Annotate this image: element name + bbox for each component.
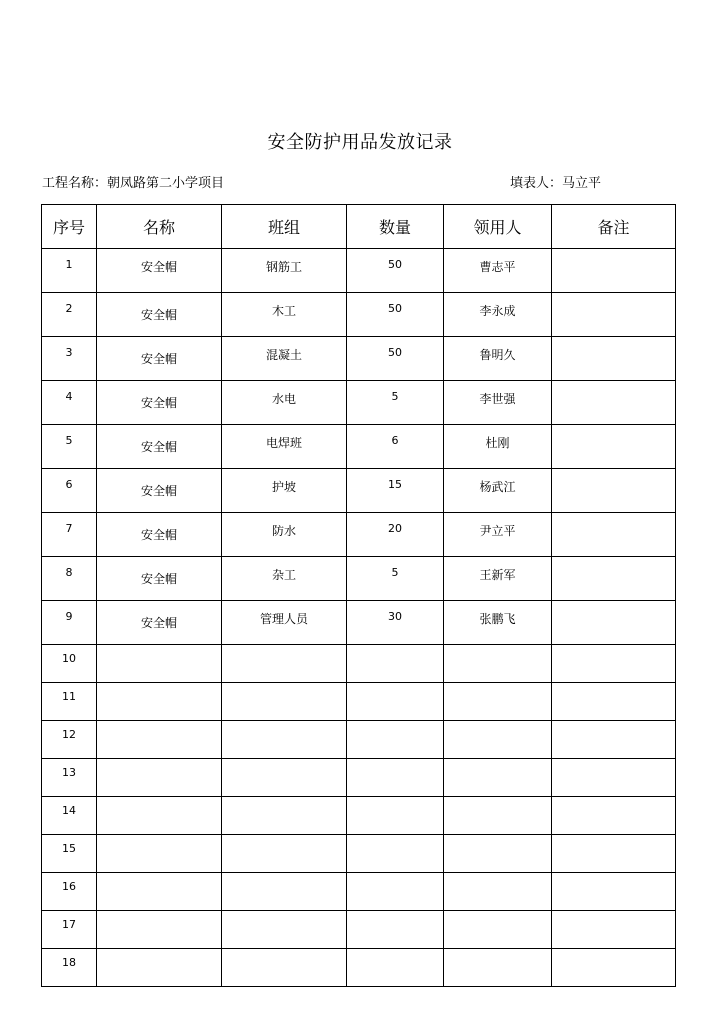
row-team [222, 949, 347, 987]
row-team: 木工 [222, 293, 347, 337]
filler-name: 马立平 [562, 176, 602, 191]
row-note [552, 557, 676, 601]
table-row [42, 797, 676, 835]
header-receiver: 领用人 [444, 205, 552, 249]
row-receiver [444, 835, 552, 873]
row-item-name: 安全帽 [97, 381, 222, 425]
table-row [42, 513, 676, 557]
row-team: 水电 [222, 381, 347, 425]
row-quantity [347, 911, 444, 949]
row-index: 14 [42, 797, 97, 835]
row-item-name [97, 721, 222, 759]
row-quantity: 50 [347, 337, 444, 381]
row-note [552, 249, 676, 293]
row-index: 7 [42, 513, 97, 557]
row-item-name [97, 835, 222, 873]
row-receiver [444, 683, 552, 721]
row-index: 3 [42, 337, 97, 381]
row-item-name: 安全帽 [97, 293, 222, 337]
row-index: 8 [42, 557, 97, 601]
row-index: 9 [42, 601, 97, 645]
row-team: 杂工 [222, 557, 347, 601]
row-receiver: 尹立平 [444, 513, 552, 557]
row-team: 混凝土 [222, 337, 347, 381]
row-note [552, 381, 676, 425]
distribution-table [41, 204, 676, 987]
project-info [42, 172, 224, 191]
row-team [222, 873, 347, 911]
row-index: 10 [42, 645, 97, 683]
page-title: 安全防护用品发放记录 [267, 132, 453, 153]
row-note [552, 759, 676, 797]
row-index: 5 [42, 425, 97, 469]
row-quantity: 6 [347, 425, 444, 469]
header-index: 序号 [42, 205, 97, 249]
row-note [552, 721, 676, 759]
row-index: 17 [42, 911, 97, 949]
row-note [552, 337, 676, 381]
row-item-name [97, 911, 222, 949]
row-index: 11 [42, 683, 97, 721]
row-quantity [347, 759, 444, 797]
row-quantity [347, 721, 444, 759]
table-row [42, 249, 676, 293]
row-quantity [347, 873, 444, 911]
row-receiver [444, 873, 552, 911]
row-index: 16 [42, 873, 97, 911]
table-row [42, 721, 676, 759]
row-note [552, 911, 676, 949]
row-item-name [97, 645, 222, 683]
row-receiver: 王新军 [444, 557, 552, 601]
row-index: 15 [42, 835, 97, 873]
row-index: 2 [42, 293, 97, 337]
table-row [42, 425, 676, 469]
filler-label: 填表人： [510, 176, 563, 191]
row-quantity: 50 [347, 249, 444, 293]
row-item-name [97, 797, 222, 835]
row-item-name [97, 873, 222, 911]
row-quantity: 50 [347, 293, 444, 337]
row-item-name: 安全帽 [97, 557, 222, 601]
row-quantity: 20 [347, 513, 444, 557]
row-quantity: 5 [347, 557, 444, 601]
row-team [222, 645, 347, 683]
row-note [552, 513, 676, 557]
row-item-name: 安全帽 [97, 425, 222, 469]
row-quantity: 30 [347, 601, 444, 645]
row-note [552, 683, 676, 721]
row-receiver [444, 645, 552, 683]
table-row [42, 911, 676, 949]
row-item-name [97, 683, 222, 721]
row-receiver [444, 721, 552, 759]
row-note [552, 797, 676, 835]
table-row [42, 949, 676, 987]
table-row [42, 601, 676, 645]
table-row [42, 759, 676, 797]
header-team: 班组 [222, 205, 347, 249]
row-note [552, 425, 676, 469]
row-index: 1 [42, 249, 97, 293]
row-quantity: 15 [347, 469, 444, 513]
table-row [42, 683, 676, 721]
row-item-name: 安全帽 [97, 249, 222, 293]
table-row [42, 835, 676, 873]
row-team [222, 911, 347, 949]
row-quantity [347, 645, 444, 683]
row-quantity: 5 [347, 381, 444, 425]
row-team: 防水 [222, 513, 347, 557]
header-note: 备注 [552, 205, 676, 249]
row-receiver: 李世强 [444, 381, 552, 425]
table-header-row [42, 205, 676, 249]
row-item-name: 安全帽 [97, 469, 222, 513]
row-note [552, 949, 676, 987]
row-receiver: 鲁明久 [444, 337, 552, 381]
row-receiver [444, 797, 552, 835]
project-label: 工程名称： [42, 176, 108, 191]
table-row [42, 381, 676, 425]
row-quantity [347, 797, 444, 835]
row-team: 护坡 [222, 469, 347, 513]
row-receiver: 张鹏飞 [444, 601, 552, 645]
row-receiver: 曹志平 [444, 249, 552, 293]
row-index: 13 [42, 759, 97, 797]
row-quantity [347, 835, 444, 873]
project-name: 朝凤路第二小学项目 [107, 176, 225, 191]
row-note [552, 293, 676, 337]
row-team: 钢筋工 [222, 249, 347, 293]
row-team: 管理人员 [222, 601, 347, 645]
row-team [222, 683, 347, 721]
row-receiver [444, 949, 552, 987]
row-index: 12 [42, 721, 97, 759]
row-team [222, 759, 347, 797]
row-receiver: 李永成 [444, 293, 552, 337]
table-row [42, 557, 676, 601]
row-note [552, 601, 676, 645]
row-item-name: 安全帽 [97, 601, 222, 645]
row-index: 6 [42, 469, 97, 513]
header-quantity: 数量 [347, 205, 444, 249]
row-team [222, 835, 347, 873]
row-item-name [97, 949, 222, 987]
row-team: 电焊班 [222, 425, 347, 469]
table-row [42, 293, 676, 337]
row-note [552, 469, 676, 513]
filler-info [510, 172, 601, 191]
row-note [552, 645, 676, 683]
row-index: 18 [42, 949, 97, 987]
row-note [552, 835, 676, 873]
row-team [222, 797, 347, 835]
row-team [222, 721, 347, 759]
table-row [42, 645, 676, 683]
row-quantity [347, 683, 444, 721]
row-receiver: 杨武江 [444, 469, 552, 513]
table-row [42, 873, 676, 911]
row-item-name [97, 759, 222, 797]
row-quantity [347, 949, 444, 987]
row-receiver [444, 911, 552, 949]
header-name: 名称 [97, 205, 222, 249]
row-item-name: 安全帽 [97, 513, 222, 557]
row-index: 4 [42, 381, 97, 425]
row-receiver [444, 759, 552, 797]
table-row [42, 469, 676, 513]
row-item-name: 安全帽 [97, 337, 222, 381]
table-row [42, 337, 676, 381]
row-note [552, 873, 676, 911]
row-receiver: 杜刚 [444, 425, 552, 469]
